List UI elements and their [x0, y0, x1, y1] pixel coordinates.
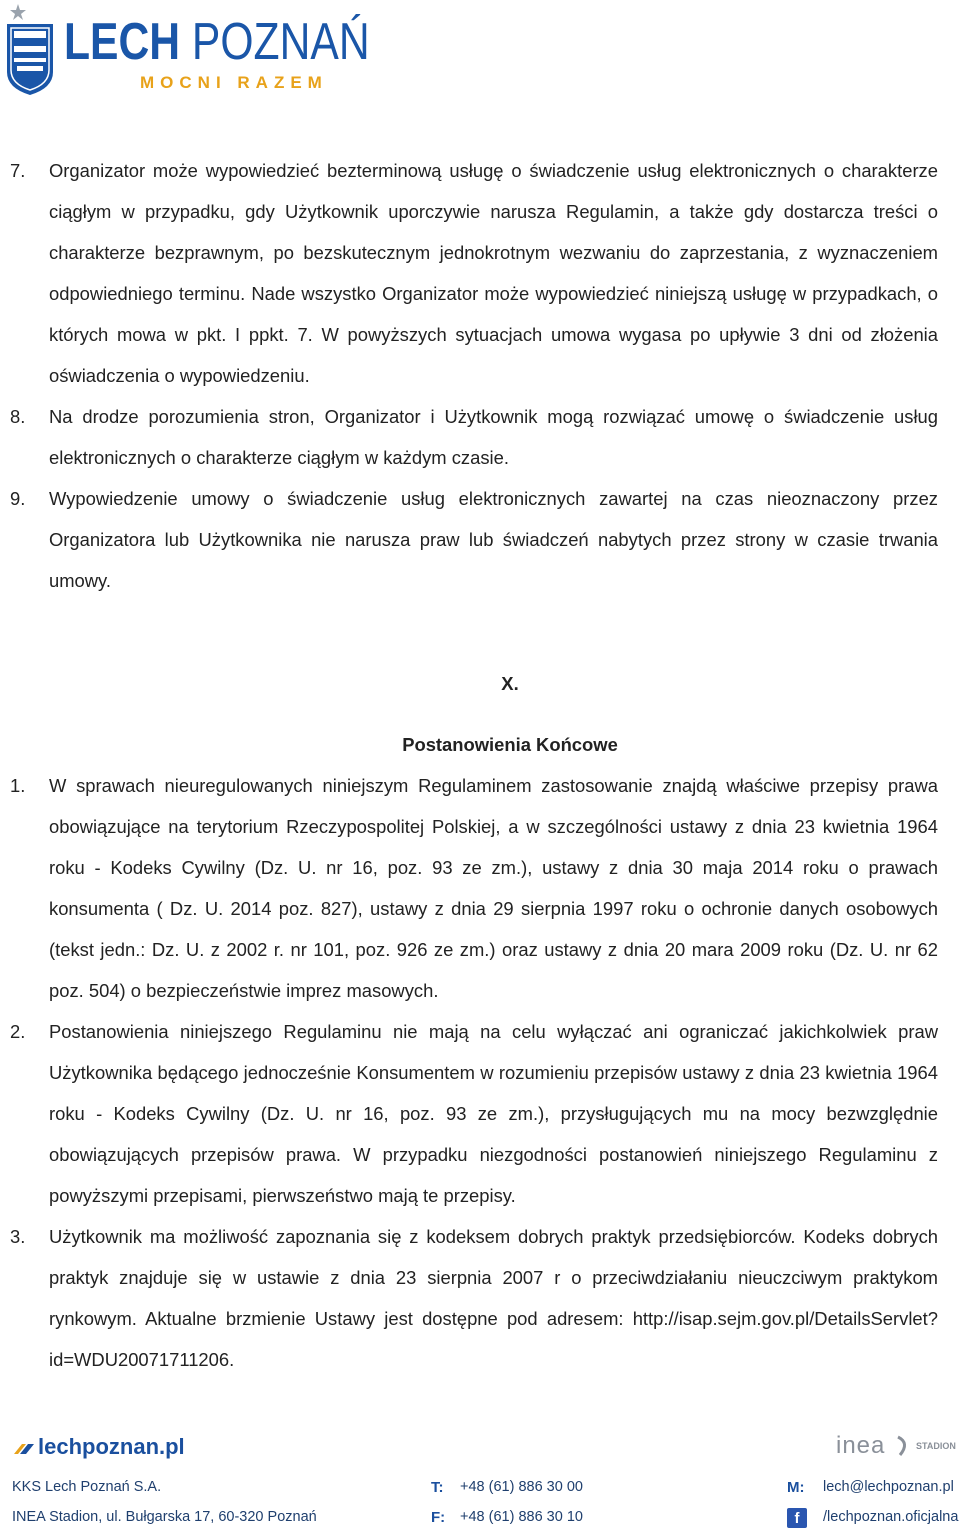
item-text: Postanowienia niniejszego Regulaminu nie mają na celu wyłączać ani ograniczać jakichkolwiek praw Użytkownika będącego jednocześnie Konsumentem w rozumieniu przepisów ustawy z dnia 23 kwietnia 1964 roku - Kodeks Cywilny (Dz. U. nr 16, poz. 93 ze zm.), przysługujących mu na mocy bezwzględnie obowiązujących przepisów prawa. W przypadku niezgodności postanowień niniejszego Regulaminu z powyższymi przepisami, pierwszeństwo mają te przepisy. [49, 1021, 938, 1206]
item-text: Na drodze porozumienia stron, Organizator i Użytkownik mogą rozwiązać umowę o świadczenie usług elektronicznych o charakterze ciągłym w każdym czasie. [49, 406, 938, 468]
section-number: X. [501, 673, 519, 694]
item-text: Użytkownik ma możliwość zapoznania się z kodeksem dobrych praktyk przedsiębiorców. Kodeks dobrych praktyk znajduje się w ustawie z dnia 23 sierpnia 2007 r o przeciwdziałaniu nieuczciwym praktykom rynkowym. Aktualne brzmienie Ustawy jest dostępne pod adresem: http://isap.sejm.gov.pl/DetailsServlet?id=WDU20071711206. [49, 1226, 938, 1370]
facebook-icon[interactable]: f [787, 1508, 807, 1528]
section-title: Postanowienia Końcowe [402, 734, 618, 755]
item-number: 7. [10, 160, 26, 181]
page-header [0, 0, 960, 110]
brand-wordmark [64, 14, 370, 70]
tagline: MOCNI RAZEM [140, 73, 328, 92]
list-item [10, 396, 938, 478]
stadium-swoosh-icon [894, 1435, 914, 1457]
document-body [10, 150, 938, 1380]
company-name: KKS Lech Poznań S.A. [12, 1479, 162, 1495]
item-number: 2. [10, 1021, 26, 1042]
mail-label: M: [787, 1479, 805, 1496]
item-number: 8. [10, 406, 26, 427]
item-number: 9. [10, 488, 26, 509]
tel-label: T: [431, 1479, 444, 1496]
club-crest-icon [4, 2, 56, 96]
item-number: 1. [10, 775, 26, 796]
fax-label: F: [431, 1509, 446, 1526]
spacer [10, 704, 938, 706]
item-text: W sprawach nieuregulowanych niniejszym Regulaminem zastosowanie znajdą właściwe przepisy prawa obowiązujące na terytorium Rzeczypospolitej Polskiej, a w szczególności ustawy z dnia 23 kwietnia 1964 roku - Kodeks Cywilny (Dz. U. nr 16, poz. 93 ze zm.), ustawy z dnia 30 maja 2014 roku o prawach konsumenta ( Dz. U. 2014 poz. 827), ustawy z dnia 29 sierpnia 1997 roku o ochronie danych osobowych (tekst jedn.: Dz. U. z 2002 r. nr 101, poz. 926 ze zm.) oraz ustawy z dnia 20 mara 2009 roku (Dz. U. nr 62 poz. 504) o bezpieczeństwie imprez masowych. [49, 775, 938, 1001]
item-text: Wypowiedzenie umowy o świadczenie usług elektronicznych zawartej na czas nieoznaczony przez Organizatora lub Użytkownika nie narusza praw lub świadczeń nabytych przez strony w czasie trwania umowy. [49, 488, 938, 591]
brand-light: POZNAŃ [191, 13, 370, 71]
spacer [10, 601, 938, 663]
stadium-logo [836, 1432, 958, 1462]
site-logo-text: lechpoznan.pl [38, 1434, 185, 1459]
mail-link[interactable]: lech@lechpoznan.pl [823, 1479, 954, 1495]
site-logo-icon [12, 1436, 36, 1460]
list-item [10, 1216, 938, 1380]
list-item [10, 478, 938, 601]
stadium-logo-main: inea [836, 1432, 886, 1459]
company-address: INEA Stadion, ul. Bułgarska 17, 60-320 Poznań [12, 1509, 317, 1525]
list-item [10, 1011, 938, 1216]
item-number: 3. [10, 1226, 26, 1247]
fax-number: +48 (61) 886 30 10 [460, 1509, 583, 1525]
item-text: Organizator może wypowiedzieć bezterminową usługę o świadczenie usług elektronicznych o charakterze ciągłym w przypadku, gdy Użytkownik uporczywie narusza Regulamin, a także gdy dostarcza treści o charakterze bezprawnym, po bezskutecznym jednokrotnym wezwaniu do zaprzestania, z wyznaczeniem odpowiedniego terminu. Nade wszystko Organizator może wypowiedzieć niniejszą usługę w przypadkach, o których mowa w pkt. I ppkt. 7. W powyższych sytuacjach umowa wygasa po upływie 3 dni od złożenia oświadczenia o wypowiedzeniu. [49, 160, 938, 386]
tel-number: +48 (61) 886 30 00 [460, 1479, 583, 1495]
list-item [10, 150, 938, 396]
stadium-logo-sub: STADION [916, 1441, 956, 1451]
brand-bold: LECH [64, 13, 181, 71]
list-item [10, 765, 938, 1011]
facebook-link[interactable]: /lechpoznan.oficjalna [823, 1509, 959, 1525]
site-logo [12, 1434, 212, 1462]
